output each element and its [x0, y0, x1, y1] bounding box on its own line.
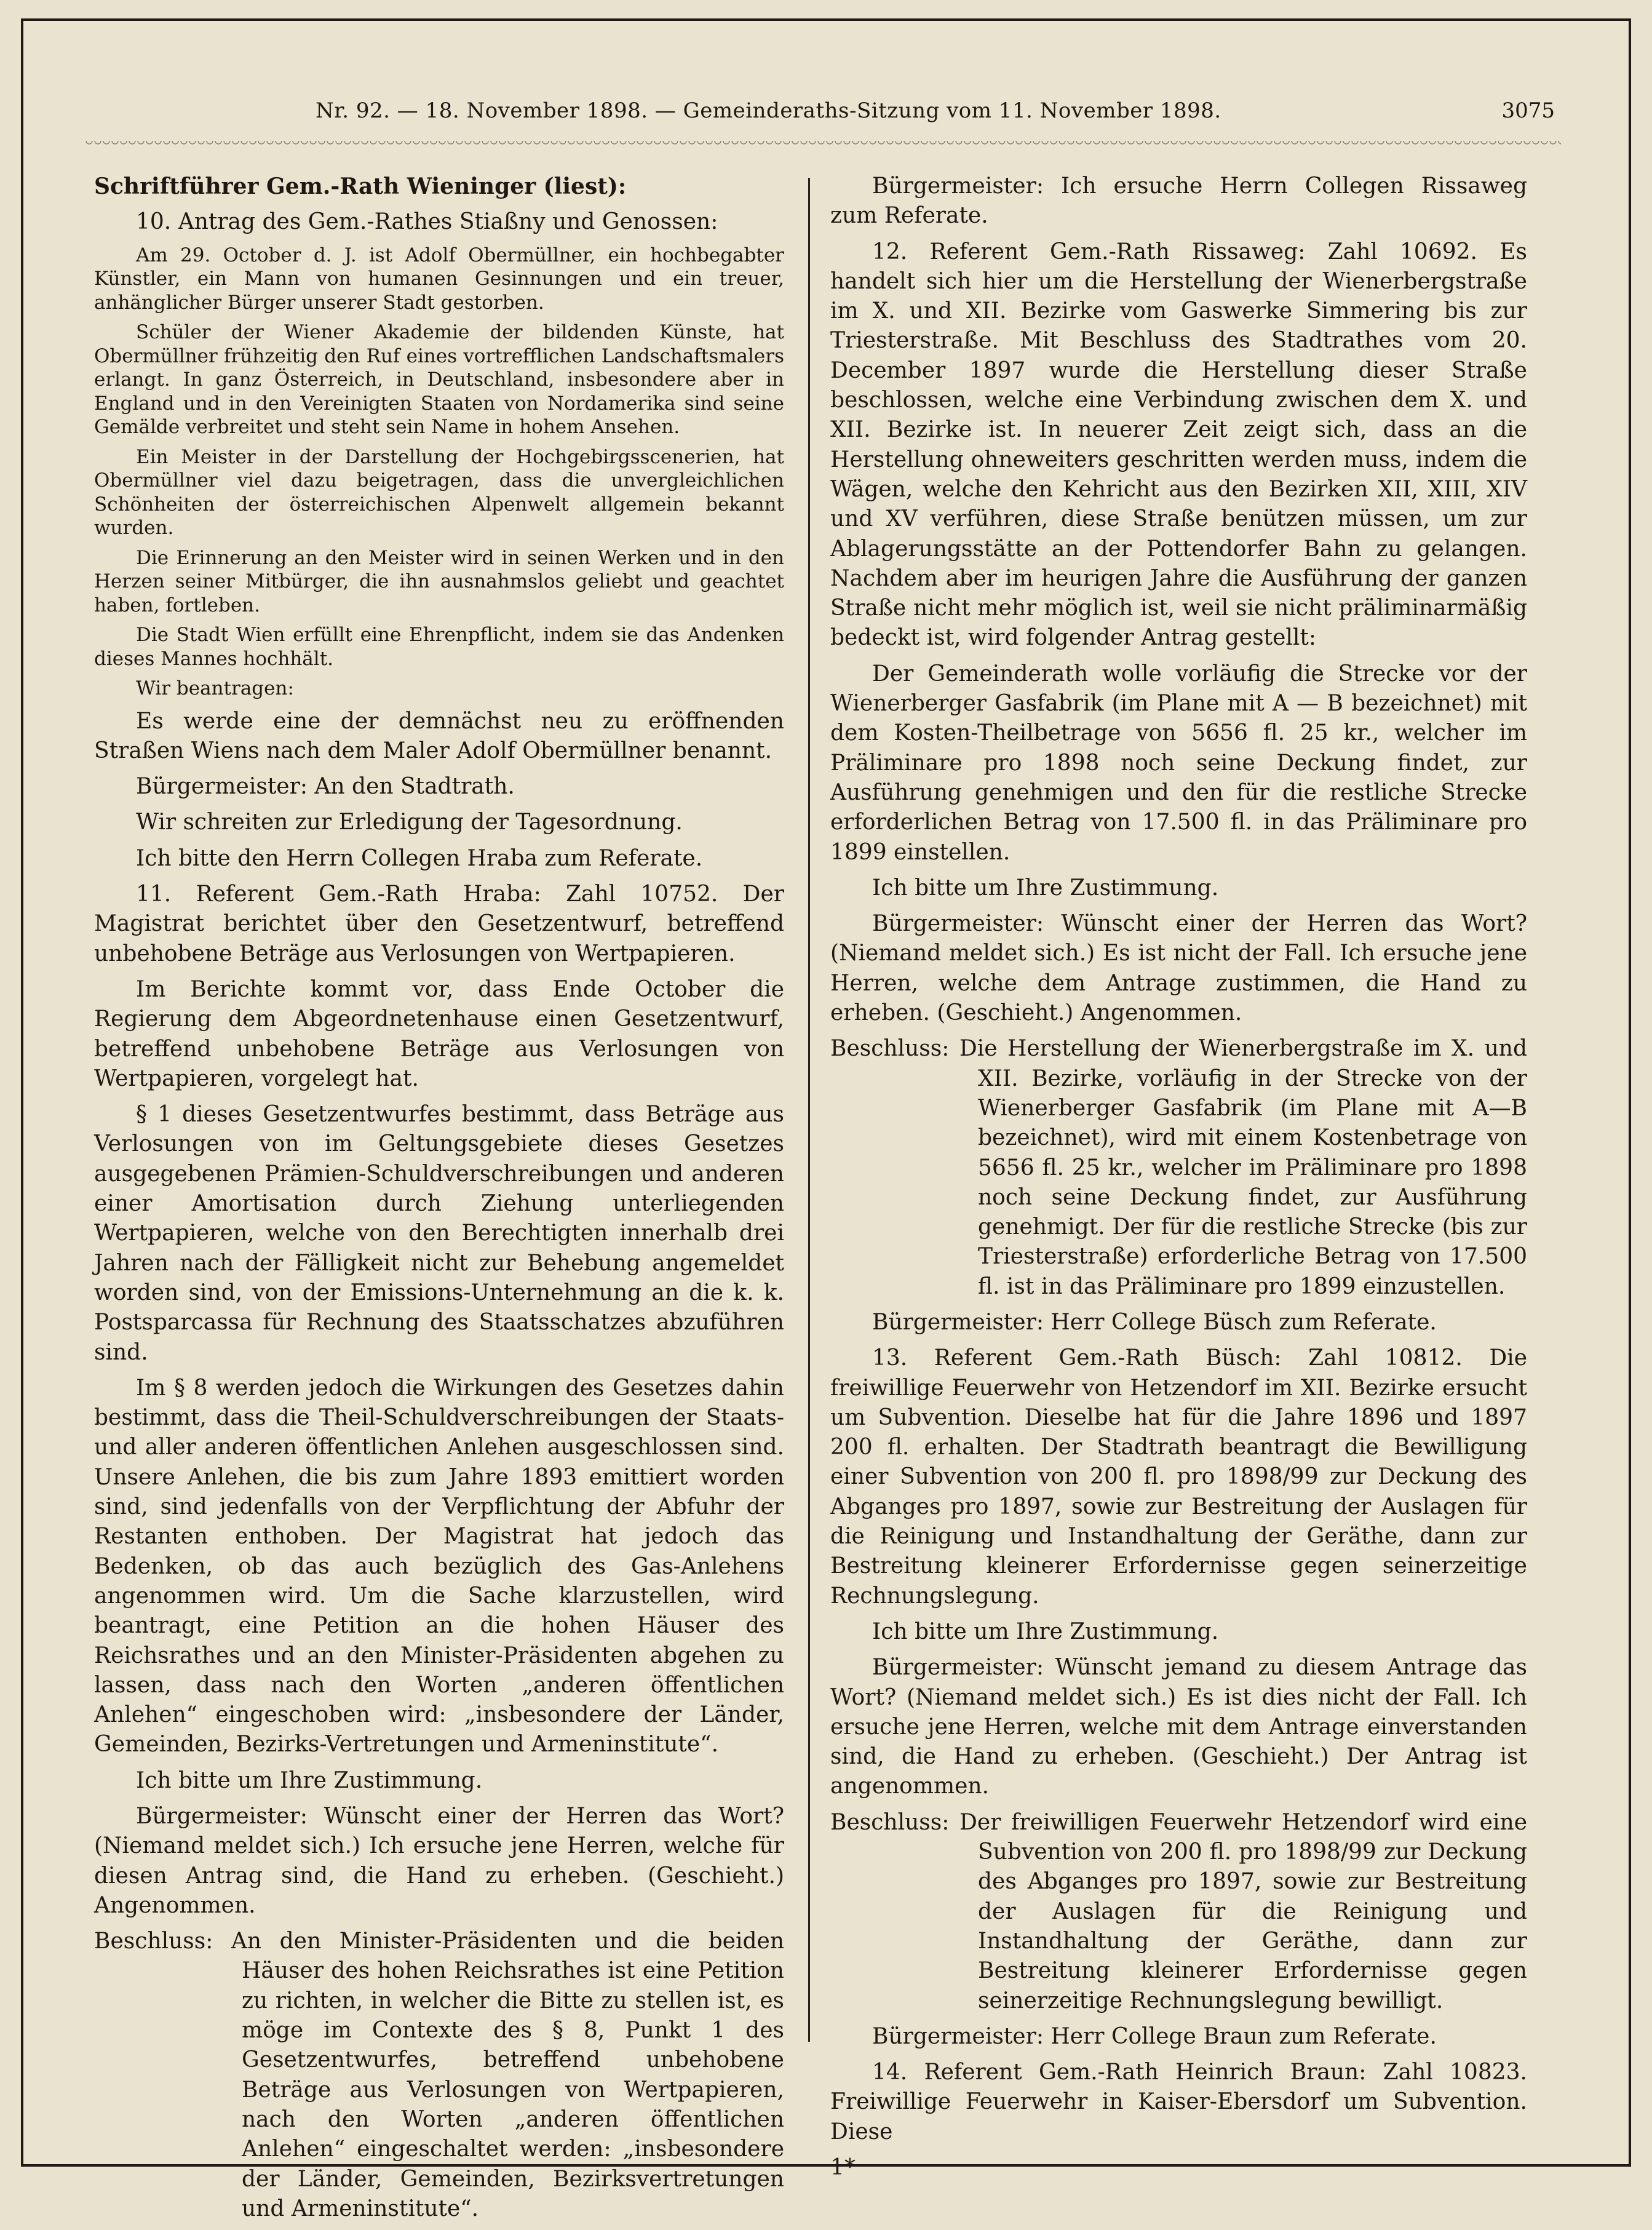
report-13: 13. Referent Gem.-Rath Büsch: Zahl 10812. Die freiwillige Feuerwehr von Hetzendorf im XII. Bezirke ersucht um Subvention. Dieselbe hat für die Jahre 1896 und 1897 200 fl. erhalten. Der Stadtrath beantragt die Bewilligung einer Subvention von 200 fl. pro 1898/99 zur Deckung des Abganges pro 1897, sowie zur Bestreitung der Auslagen für die Reinigung und Instandhaltung der Geräthe, dann zur Bestreitung kleinerer Erfordernisse gegen seinerzeitige Rechnungslegung.: [830, 1345, 1527, 1609]
mayor-remark: Bürgermeister: Wünscht einer der Herren das Wort? (Niemand meldet sich.) Ich ersuche jene Herren, welche für diesen Antrag sind, die Hand zu erheben. (Geschieht.) Angenommen.: [94, 1803, 784, 1918]
report-12: 12. Referent Gem.-Rath Rissaweg: Zahl 10692. Es handelt sich hier um die Herstellung der Wienerbergstraße im X. und XII. Bezirke vom Gaswerke Simmering bis zur Triesterstraße. Mit Beschluss des Stadtrathes vom 20. December 1897 wurde die Herstellung dieser Straße beschlossen, welche eine Verbindung zwischen dem X. und XII. Bezirke ist. In neuerer Zeit zeigt sich, dass an die Herstellung ohneweiters geschritten werden muss, indem die Wägen, welche den Kehricht aus den Bezirken XII, XIII, XIV und XV verführen, diese Straße benützen müssen, um zur Ablagerungsstätte an der Pottendorfer Bahn zu gelangen. Nachdem aber im heurigen Jahre die Ausführung der ganzen Straße nicht mehr möglich ist, weil sie nicht präliminarmäßig bedeckt ist, wird folgender Antrag gestellt:: [830, 239, 1527, 651]
report-paragraph: § 1 dieses Gesetzentwurfes bestimmt, dass Beträge aus Verlosungen von im Geltungsgebiete dieses Gesetzes ausgegebenen Prämien-Schuldverschreibungen und anderen einer Amortisation durch Ziehung unterliegenden Wertpapieren, welche von den Berechtigten innerhalb drei Jahren nach der Fälligkeit nicht zur Behebung angemeldet worden sind, von der Emissions-Unternehmung an die k. k. Postsparcassa für Rechnung des Staatsschatzes abzuführen sind.: [94, 1102, 784, 1365]
motion-text: Schüler der Wiener Akademie der bildenden Künste, hat Obermüllner frühzeitig den Ruf eines vortrefflichen Landschaftsmalers erlangt. In ganz Österreich, in Deutschland, insbesondere aber in England und in den Vereinigten Staaten von Nordamerika sind seine Gemälde verbreitet und steht sein Name in hohem Ansehen.: [94, 321, 784, 439]
page-header: [85, 80, 1555, 129]
page: [21, 18, 1631, 2221]
mayor-remark: Bürgermeister: An den Stadtrath.: [136, 774, 515, 800]
mayor-remark: Bürgermeister: Herr College Braun zum Referate.: [872, 2023, 1437, 2049]
report-11: 11. Referent Gem.-Rath Hraba: Zahl 10752. Der Magistrat berichtet über den Gesetzentwurf, betreffend unbehobene Beträge aus Verlosungen von Wertpapieren.: [94, 882, 784, 966]
motion-proposal: Es werde eine der demnächst neu zu eröffnenden Straßen Wiens nach dem Maler Adolf Obermüllner benannt.: [94, 708, 784, 763]
mayor-remark: Bürgermeister: Wünscht einer der Herren das Wort? (Niemand meldet sich.) Es ist nicht der Fall. Ich ersuche jene Herren, welche dem Antrage zustimmen, die Hand zu erheben. (Geschieht.) Angenommen.: [830, 911, 1527, 1026]
agenda-line: Ich bitte den Herrn Collegen Hraba zum Referate.: [136, 845, 703, 871]
report-14: 14. Referent Gem.-Rath Heinrich Braun: Zahl 10823. Freiwillige Feuerwehr in Kaiser-Ebersdorf um Subvention. Diese: [830, 2060, 1527, 2144]
header-rule: [85, 141, 1561, 149]
report-paragraph: Ich bitte um Ihre Zustimmung.: [136, 1767, 483, 1793]
right-column: [830, 172, 1527, 2189]
report-paragraph: Ich bitte um Ihre Zustimmung.: [872, 1619, 1219, 1644]
header-issue-line: Nr. 92. — 18. November 1898. — Gemeinderaths-Sitzung vom 11. November 1898.: [316, 98, 1221, 123]
left-column: [94, 172, 784, 2230]
motion-text: Ein Meister in der Darstellung der Hochgebirgsscenerien, hat Obermüllner viel dazu beigetragen, dass die unvergleichlichen Schönheiten der österreichischen Alpenwelt allgemein bekannt wurden.: [94, 445, 784, 540]
motion-10-title: 10. Antrag des Gem.-Rathes Stiaßny und Genossen:: [136, 209, 718, 235]
report-paragraph: Der Gemeinderath wolle vorläufig die Strecke vor der Wienerberger Gasfabrik (im Plane mit A — B bezeichnet) mit dem Kosten-Theilbetrage von 5656 fl. 25 kr., welcher im Präliminare pro 1898 noch seine Deckung findet, zur Ausführung genehmigen und den für die restliche Strecke erforderlichen Betrag von 17.500 fl. in das Präliminare pro 1899 einstellen.: [830, 661, 1527, 865]
column-divider: [808, 178, 810, 2042]
motion-text: Wir beantragen:: [136, 677, 294, 700]
mayor-remark: Bürgermeister: Ich ersuche Herrn Collegen Rissaweg zum Referate.: [830, 173, 1527, 229]
resolution: Beschluss: Der freiwilligen Feuerwehr Hetzendorf wird eine Subvention von 200 fl. pro 1898/99 zur Deckung des Abganges pro 1897, sowie zur Bestreitung der Auslagen für die Reinigung und Instandhaltung der Geräthe, dann zur Bestreitung kleinerer Erfordernisse gegen seinerzeitige Rechnungslegung bewilligt.: [830, 1809, 1527, 2013]
motion-text: Die Stadt Wien erfüllt eine Ehrenpflicht, indem sie das Andenken dieses Mannes hochhält.: [94, 624, 784, 670]
mayor-remark: Bürgermeister: Wünscht jemand zu diesem Antrage das Wort? (Niemand meldet sich.) Es ist dies nicht der Fall. Ich ersuche jene Herren, welche mit dem Antrage einverstanden sind, die Hand zu erheben. (Geschieht.) Der Antrag ist angenommen.: [830, 1655, 1527, 1799]
page-number: 3075: [1501, 98, 1555, 123]
sheet-signature: 1*: [830, 2155, 856, 2180]
resolution: Beschluss: Die Herstellung der Wienerbergstraße im X. und XII. Bezirke, vorläufig in der Strecke von der Wienerberger Gasfabrik (im Plane mit A—B bezeichnet), wird mit einem Kostenbetrage von 5656 fl. 25 kr., welcher im Präliminare pro 1898 noch seine Deckung findet, zur Ausführung genehmigt. Der für die restliche Strecke (bis zur Triesterstraße) erforderliche Betrag von 17.500 fl. ist in das Präliminare pro 1899 einzustellen.: [830, 1036, 1527, 1299]
motion-text: Die Erinnerung an den Meister wird in seinen Werken und in den Herzen seiner Mitbürger, die ihn ausnahmslos geliebt und geachtet haben, fortleben.: [94, 546, 784, 616]
secretary-line: Schriftführer Gem.-Rath Wieninger (liest):: [94, 173, 627, 199]
agenda-line: Wir schreiten zur Erledigung der Tagesordnung.: [136, 810, 683, 835]
mayor-remark: Bürgermeister: Herr College Büsch zum Referate.: [872, 1309, 1437, 1335]
report-paragraph: Im Berichte kommt vor, dass Ende October die Regierung dem Abgeordnetenhause einen Gesetzentwurf, betreffend unbehobene Beträge aus Verlosungen von Wertpapieren, vorgelegt hat.: [94, 976, 784, 1091]
report-paragraph: Im § 8 werden jedoch die Wirkungen des Gesetzes dahin bestimmt, dass die Theil-Schuldverschreibungen der Staats- und aller anderen öffentlichen Anlehen ausgeschlossen sind. Unsere Anlehen, die bis zum Jahre 1893 emittiert worden sind, sind jedenfalls von der Verpflichtung der Abfuhr der Restanten enthoben. Der Magistrat hat jedoch das Bedenken, ob das auch bezüglich des Gas-Anlehens angenommen wird. Um die Sache klarzustellen, wird beantragt, eine Petition an die hohen Häuser des Reichsrathes und an den Minister-Präsidenten abgehen zu lassen, dass nach den Worten „anderen öffentlichen Anlehen“ eingeschoben wird: „insbesondere der Länder, Gemeinden, Bezirks-Vertretungen und Armeninstitute“.: [94, 1375, 784, 1758]
motion-text: Am 29. October d. J. ist Adolf Obermüllner, ein hochbegabter Künstler, ein Mann von humanen Gesinnungen und ein treuer, anhänglicher Bürger unserer Stadt gestorben.: [94, 244, 784, 314]
resolution: Beschluss: An den Minister-Präsidenten und die beiden Häuser des hohen Reichsrathes ist eine Petition zu richten, in welcher die Bitte zu stellen ist, es möge im Contexte des § 8, Punkt 1 des Gesetzentwurfes, betreffend unbehobene Beträge aus Verlosungen von Wertpapieren, nach den Worten „anderen öffentlichen Anlehen“ eingeschaltet werden: „insbesondere der Länder, Gemeinden, Bezirksvertretungen und Armeninstitute“.: [94, 1929, 784, 2221]
report-paragraph: Ich bitte um Ihre Zustimmung.: [872, 875, 1219, 901]
